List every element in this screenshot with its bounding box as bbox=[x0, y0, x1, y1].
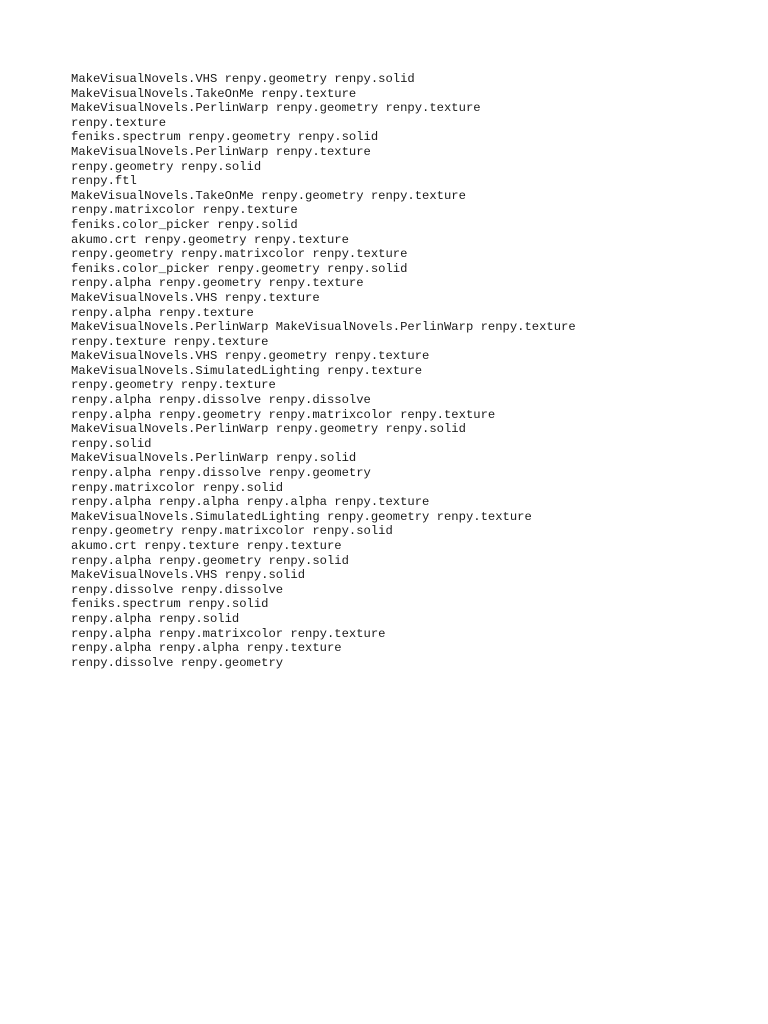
text-line: renpy.dissolve renpy.dissolve bbox=[71, 582, 284, 597]
text-lines bbox=[71, 72, 576, 670]
text-line: renpy.solid bbox=[71, 436, 152, 451]
text-line: renpy.alpha renpy.solid bbox=[71, 611, 240, 626]
text-line: renpy.geometry renpy.matrixcolor renpy.texture bbox=[71, 247, 408, 262]
text-line: MakeVisualNovels.VHS renpy.geometry renpy.texture bbox=[71, 349, 430, 364]
text-line: renpy.matrixcolor renpy.texture bbox=[71, 203, 298, 218]
text-line: feniks.color_picker renpy.solid bbox=[71, 217, 298, 232]
text-line: MakeVisualNovels.TakeOnMe renpy.texture bbox=[71, 86, 357, 101]
text-line: renpy.geometry renpy.texture bbox=[71, 378, 276, 393]
text-line: feniks.spectrum renpy.geometry renpy.solid bbox=[71, 130, 379, 145]
text-line: renpy.alpha renpy.matrixcolor renpy.texture bbox=[71, 626, 386, 641]
text-line: renpy.alpha renpy.alpha renpy.alpha renpy.texture bbox=[71, 495, 430, 510]
text-line: renpy.dissolve renpy.geometry bbox=[71, 655, 284, 670]
text-line: renpy.alpha renpy.alpha renpy.texture bbox=[71, 641, 342, 656]
text-line: MakeVisualNovels.VHS renpy.geometry renpy.solid bbox=[71, 72, 415, 86]
text-line: renpy.alpha renpy.geometry renpy.matrixcolor renpy.texture bbox=[71, 407, 496, 422]
text-line: MakeVisualNovels.SimulatedLighting renpy.texture bbox=[71, 363, 423, 378]
text-line: akumo.crt renpy.geometry renpy.texture bbox=[71, 232, 349, 247]
text-line: renpy.alpha renpy.texture bbox=[71, 305, 254, 320]
text-line: feniks.color_picker renpy.geometry renpy.solid bbox=[71, 261, 408, 276]
text-line: renpy.geometry renpy.solid bbox=[71, 159, 262, 174]
text-line: akumo.crt renpy.texture renpy.texture bbox=[71, 539, 342, 553]
text-line: MakeVisualNovels.SimulatedLighting renpy.geometry renpy.texture bbox=[71, 509, 532, 524]
text-line: MakeVisualNovels.PerlinWarp renpy.geometry renpy.texture bbox=[71, 101, 481, 116]
text-line: feniks.spectrum renpy.solid bbox=[71, 597, 269, 612]
text-line: renpy.matrixcolor renpy.solid bbox=[71, 480, 284, 495]
text-line: renpy.texture bbox=[71, 115, 167, 130]
text-line: MakeVisualNovels.PerlinWarp MakeVisualNovels.PerlinWarp renpy.texture bbox=[71, 320, 576, 335]
text-line: renpy.alpha renpy.dissolve renpy.dissolve bbox=[71, 393, 371, 408]
text-line: MakeVisualNovels.PerlinWarp renpy.solid bbox=[71, 451, 357, 466]
text-line: renpy.ftl bbox=[71, 174, 137, 189]
text-line: renpy.alpha renpy.geometry renpy.solid bbox=[71, 553, 349, 568]
text-line: MakeVisualNovels.VHS renpy.solid bbox=[71, 568, 306, 583]
text-line: renpy.alpha renpy.dissolve renpy.geometry bbox=[71, 466, 371, 481]
text-line: renpy.geometry renpy.matrixcolor renpy.solid bbox=[71, 524, 393, 539]
text-line: renpy.alpha renpy.geometry renpy.texture bbox=[71, 276, 364, 291]
text-line: MakeVisualNovels.VHS renpy.texture bbox=[71, 290, 320, 305]
text-line: renpy.texture renpy.texture bbox=[71, 334, 269, 349]
text-line: MakeVisualNovels.PerlinWarp renpy.geometry renpy.solid bbox=[71, 422, 466, 437]
text-line: MakeVisualNovels.TakeOnMe renpy.geometry renpy.texture bbox=[71, 188, 466, 203]
text-line: MakeVisualNovels.PerlinWarp renpy.texture bbox=[71, 144, 371, 159]
